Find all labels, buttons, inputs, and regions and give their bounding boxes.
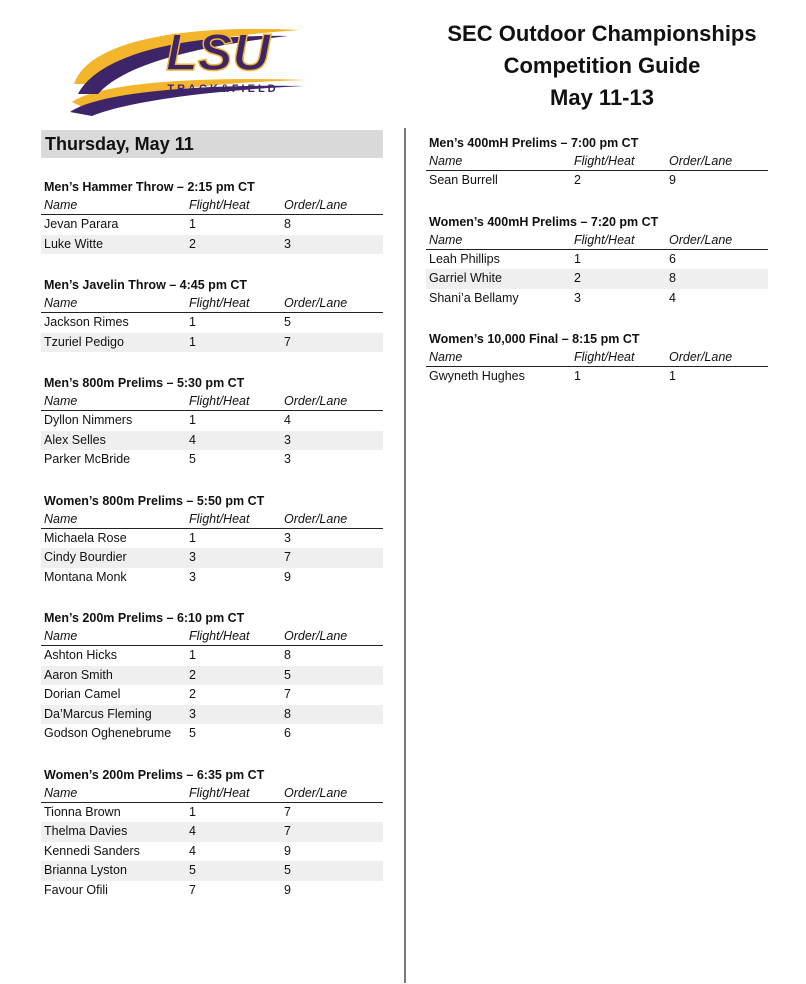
athlete-name: Tzuriel Pedigo [44,334,124,349]
athlete-row [41,215,383,235]
title-line-2: Competition Guide [503,53,701,78]
svg-text:LSU: LSU [166,24,270,82]
flight-heat: 1 [189,648,196,662]
column-header-order: Order/Lane [284,785,348,800]
athlete-row [426,289,768,309]
order-lane: 8 [284,648,291,662]
column-header-flight: Flight/Heat [189,511,250,526]
svg-text:TRACK&FIELD: TRACK&FIELD [167,83,279,95]
column-header-row [41,628,383,646]
event-block [41,491,383,588]
order-lane: 7 [284,687,291,701]
athlete-name: Dorian Camel [44,687,121,701]
column-header-order: Order/Lane [669,232,733,247]
flight-heat: 2 [189,667,196,682]
flight-heat: 7 [189,882,196,897]
event-block [41,765,383,901]
flight-heat: 1 [574,251,581,266]
column-header-flight: Flight/Heat [574,154,635,168]
flight-heat: 1 [574,369,581,383]
athlete-name: Michaela Rose [44,530,127,545]
column-header-order: Order/Lane [284,629,348,643]
event-title: Women’s 200m Prelims – 6:35 pm CT [44,767,265,782]
flight-heat: 2 [189,236,196,251]
athlete-row [41,548,383,568]
athlete-row [41,411,383,431]
athlete-name: Shani’a Bellamy [429,290,519,305]
order-lane: 1 [669,369,676,383]
column-header-name: Name [44,629,78,643]
event-title: Men’s 800m Prelims – 5:30 pm CT [44,376,245,390]
order-lane: 8 [284,706,291,721]
order-lane: 9 [284,882,291,897]
flight-heat: 3 [189,550,196,564]
order-lane: 7 [284,550,291,564]
athlete-name: Brianna Lyston [44,863,127,877]
order-lane: 9 [284,843,291,858]
athlete-name: Luke Witte [44,236,104,251]
athlete-name: Alex Selles [44,432,106,447]
lsu-track-and-field-logo [68,18,313,116]
day-header: Thursday, May 11 [41,130,383,158]
right-column [426,133,768,408]
athlete-row [41,842,383,862]
event-block [426,133,768,191]
left-events [41,177,383,900]
athlete-name: Tionna Brown [44,804,121,819]
athlete-row [426,171,768,191]
left-column [41,130,383,921]
event-block [41,275,383,352]
column-header-order: Order/Lane [284,296,348,310]
column-header-name: Name [44,198,78,212]
column-header-row [41,785,383,803]
order-lane: 4 [284,413,291,427]
column-header-row [41,295,383,313]
column-header-flight: Flight/Heat [574,350,635,364]
flight-heat: 2 [574,173,581,187]
athlete-row [426,269,768,289]
column-header-flight: Flight/Heat [189,198,250,212]
athlete-row [41,333,383,353]
column-header-name: Name [429,350,463,364]
right-events [426,133,768,387]
column-header-name: Name [429,232,463,247]
flight-heat: 1 [189,413,196,427]
column-header-flight: Flight/Heat [189,296,250,310]
athlete-name: Godson Oghenebrume [44,726,172,740]
athlete-name: Parker McBride [44,452,131,466]
column-header-row [426,232,768,250]
event-title: Men’s 200m Prelims – 6:10 pm CT [44,611,245,625]
flight-heat: 3 [189,569,196,584]
event-title: Women’s 800m Prelims – 5:50 pm CT [44,493,265,508]
athlete-row [41,822,383,842]
column-header-name: Name [429,154,463,168]
athlete-row [41,235,383,255]
order-lane: 6 [284,726,291,740]
athlete-name: Da’Marcus Fleming [44,706,152,721]
athlete-row [41,803,383,823]
athlete-name: Montana Monk [44,569,127,584]
order-lane: 8 [669,271,676,285]
athlete-row [41,568,383,588]
order-lane: 7 [284,804,291,819]
flight-heat: 1 [189,530,196,545]
athlete-name: Favour Ofili [44,882,108,897]
order-lane: 8 [284,217,291,231]
event-title: Men’s 400mH Prelims – 7:00 pm CT [429,136,639,150]
column-header-row [426,349,768,367]
flight-heat: 3 [574,290,581,305]
flight-heat: 5 [189,863,196,877]
order-lane: 3 [284,236,291,251]
flight-heat: 1 [189,315,196,329]
flight-heat: 1 [189,804,196,819]
athlete-row [41,881,383,901]
column-header-flight: Flight/Heat [189,394,250,408]
order-lane: 5 [284,863,291,877]
athlete-row [41,529,383,549]
order-lane: 5 [284,315,291,329]
athlete-name: Thelma Davies [44,824,128,838]
flight-heat: 3 [189,706,196,721]
column-header-flight: Flight/Heat [574,232,635,247]
flight-heat: 2 [574,271,581,285]
athlete-row [426,367,768,387]
order-lane: 9 [669,173,676,187]
order-lane: 3 [284,530,291,545]
athlete-row [41,450,383,470]
athlete-row [426,250,768,270]
event-block [426,212,768,309]
column-header-row [41,393,383,411]
athlete-name: Jevan Parara [44,217,119,231]
title-line-3: May 11-13 [550,85,654,110]
event-block [426,329,768,387]
athlete-name: Ashton Hicks [44,648,117,662]
athlete-name: Gwyneth Hughes [429,369,525,383]
order-lane: 9 [284,569,291,584]
athlete-row [41,724,383,744]
document-title [432,18,772,114]
athlete-name: Dyllon Nimmers [44,413,133,427]
column-header-order: Order/Lane [284,511,348,526]
flight-heat: 1 [189,334,196,349]
order-lane: 6 [669,251,676,266]
column-header-name: Name [44,296,78,310]
flight-heat: 4 [189,843,196,858]
order-lane: 7 [284,824,291,838]
column-header-name: Name [44,785,78,800]
event-block [41,608,383,744]
event-title: Women’s 400mH Prelims – 7:20 pm CT [429,214,659,229]
athlete-name: Jackson Rimes [44,315,129,329]
athlete-name: Sean Burrell [429,173,498,187]
event-title: Men’s Hammer Throw – 2:15 pm CT [44,180,255,194]
column-header-order: Order/Lane [284,394,348,408]
athlete-name: Aaron Smith [44,667,113,682]
column-header-flight: Flight/Heat [189,785,250,800]
athlete-row [41,685,383,705]
flight-heat: 1 [189,217,196,231]
athlete-row [41,646,383,666]
event-block [41,373,383,470]
column-header-order: Order/Lane [669,350,733,364]
column-header-flight: Flight/Heat [189,629,250,643]
column-header-order: Order/Lane [669,154,733,168]
flight-heat: 5 [189,452,196,466]
column-header-row [426,153,768,171]
athlete-name: Garriel White [429,271,502,285]
order-lane: 5 [284,667,291,682]
order-lane: 4 [669,290,676,305]
flight-heat: 2 [189,687,196,701]
athlete-row [41,861,383,881]
athlete-name: Leah Phillips [429,251,500,266]
athlete-name: Cindy Bourdier [44,550,127,564]
order-lane: 7 [284,334,291,349]
event-block [41,177,383,254]
event-title: Women’s 10,000 Final – 8:15 pm CT [429,332,640,346]
order-lane: 3 [284,452,291,466]
column-header-name: Name [44,511,78,526]
athlete-name: Kennedi Sanders [44,843,140,858]
column-header-row [41,511,383,529]
column-header-row [41,197,383,215]
order-lane: 3 [284,432,291,447]
flight-heat: 5 [189,726,196,740]
title-line-1: SEC Outdoor Championships [447,21,757,46]
athlete-row [41,705,383,725]
athlete-row [41,313,383,333]
athlete-row [41,431,383,451]
column-header-name: Name [44,394,78,408]
flight-heat: 4 [189,432,196,447]
event-title: Men’s Javelin Throw – 4:45 pm CT [44,278,248,292]
column-header-order: Order/Lane [284,198,348,212]
column-divider [404,128,406,983]
athlete-row [41,666,383,686]
flight-heat: 4 [189,824,196,838]
